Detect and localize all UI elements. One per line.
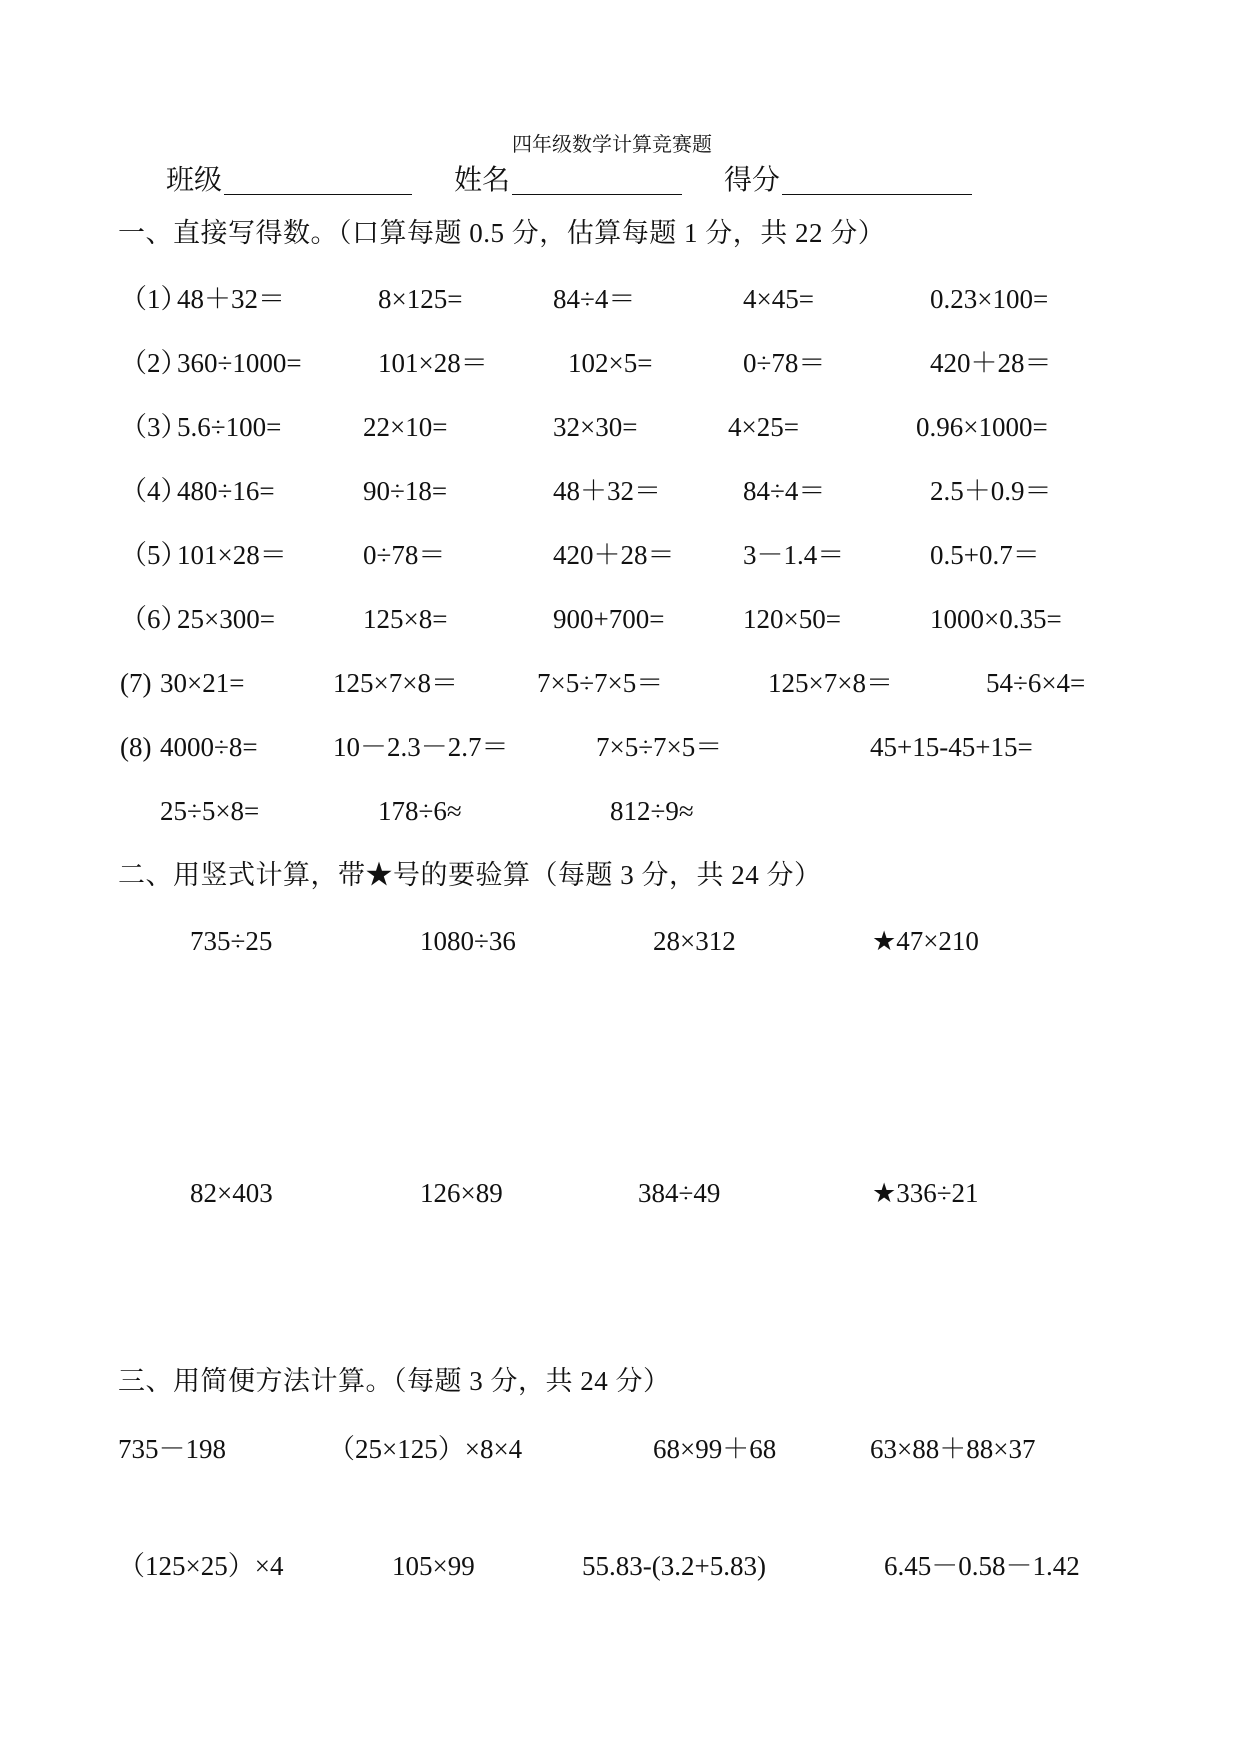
row1-item5: 0.23×100= [930, 284, 1049, 314]
s2-problem-8: ★336÷21 [872, 1178, 979, 1208]
row3-item4: 4×25= [728, 412, 799, 442]
row4-number: （4） [120, 476, 188, 506]
row1-item2: 8×125= [378, 284, 463, 314]
score-label: 得分 [724, 165, 781, 196]
s2-problem-7: 384÷49 [638, 1178, 721, 1208]
s2-problem-1: 735÷25 [190, 926, 273, 956]
row4-item3: 48＋32＝ [553, 476, 661, 506]
row5-number: （5） [120, 540, 188, 570]
row2-item3: 102×5= [568, 348, 653, 378]
row7-item1: 30×21= [160, 668, 245, 698]
s3-problem-8: 6.45－0.58－1.42 [884, 1551, 1080, 1581]
s3-problem-2: （25×125）×8×4 [328, 1434, 523, 1464]
row7-item4: 125×7×8＝ [768, 668, 893, 698]
student-info-line [166, 166, 972, 195]
section1-heading: 一、直接写得数。（口算每题 0.5 分，估算每题 1 分，共 22 分） [118, 218, 886, 248]
class-label: 班级 [166, 165, 223, 196]
row6-item5: 1000×0.35= [930, 604, 1062, 634]
row2-item4: 0÷78＝ [743, 348, 826, 378]
row2-item1: 360÷1000= [177, 348, 302, 378]
s3-problem-7: 55.83-(3.2+5.83) [582, 1551, 766, 1581]
row4-item4: 84÷4＝ [743, 476, 826, 506]
row8-number: (8) [120, 732, 152, 762]
name-blank[interactable] [512, 166, 682, 195]
s2-problem-5: 82×403 [190, 1178, 273, 1208]
row2-item2: 101×28＝ [378, 348, 488, 378]
s3-problem-6: 105×99 [392, 1551, 475, 1581]
row5-item3: 420＋28＝ [553, 540, 675, 570]
name-label: 姓名 [454, 165, 511, 196]
row6-item3: 900+700= [553, 604, 665, 634]
row2-number: （2） [120, 348, 188, 378]
s2-problem-6: 126×89 [420, 1178, 503, 1208]
row8-item2: 10－2.3－2.7＝ [333, 732, 509, 762]
row3-item1: 5.6÷100= [177, 412, 282, 442]
row5-item5: 0.5+0.7＝ [930, 540, 1040, 570]
row7-number: (7) [120, 668, 152, 698]
section2-heading: 二、用竖式计算，带★号的要验算（每题 3 分，共 24 分） [118, 860, 822, 890]
s3-problem-5: （125×25）×4 [118, 1551, 284, 1581]
row8-item3: 7×5÷7×5＝ [596, 732, 723, 762]
row2-item5: 420＋28＝ [930, 348, 1052, 378]
row5-item4: 3－1.4＝ [743, 540, 845, 570]
row1-item3: 84÷4＝ [553, 284, 636, 314]
row4-item2: 90÷18= [363, 476, 448, 506]
section3-heading: 三、用简便方法计算。（每题 3 分，共 24 分） [118, 1366, 671, 1396]
row8-item1: 4000÷8= [160, 732, 258, 762]
s2-problem-3: 28×312 [653, 926, 736, 956]
row6-item1: 25×300= [177, 604, 275, 634]
row8-item4: 45+15-45+15= [870, 732, 1033, 762]
s2-problem-2: 1080÷36 [420, 926, 516, 956]
row7-item3: 7×5÷7×5＝ [537, 668, 664, 698]
row7-item2: 125×7×8＝ [333, 668, 458, 698]
row9-item2: 178÷6≈ [378, 796, 462, 826]
row9-item3: 812÷9≈ [610, 796, 694, 826]
score-blank[interactable] [782, 166, 972, 195]
s3-problem-3: 68×99＋68 [653, 1434, 777, 1464]
row6-item2: 125×8= [363, 604, 448, 634]
row6-number: （6） [120, 604, 188, 634]
row1-item1: 48＋32＝ [177, 284, 285, 314]
row1-item4: 4×45= [743, 284, 814, 314]
s3-problem-4: 63×88＋88×37 [870, 1434, 1036, 1464]
row6-item4: 120×50= [743, 604, 841, 634]
row5-item2: 0÷78＝ [363, 540, 446, 570]
row7-item5: 54÷6×4= [986, 668, 1086, 698]
row4-item5: 2.5＋0.9＝ [930, 476, 1052, 506]
row3-item2: 22×10= [363, 412, 448, 442]
row5-item1: 101×28＝ [177, 540, 287, 570]
s3-problem-1: 735－198 [118, 1434, 226, 1464]
row3-item3: 32×30= [553, 412, 638, 442]
page-title: 四年级数学计算竞赛题 [512, 134, 712, 156]
row9-item1: 25÷5×8= [160, 796, 260, 826]
row3-number: （3） [120, 412, 188, 442]
row3-item5: 0.96×1000= [916, 412, 1048, 442]
s2-problem-4: ★47×210 [872, 926, 979, 956]
class-blank[interactable] [224, 166, 412, 195]
row1-number: （1） [120, 284, 188, 314]
row4-item1: 480÷16= [177, 476, 275, 506]
